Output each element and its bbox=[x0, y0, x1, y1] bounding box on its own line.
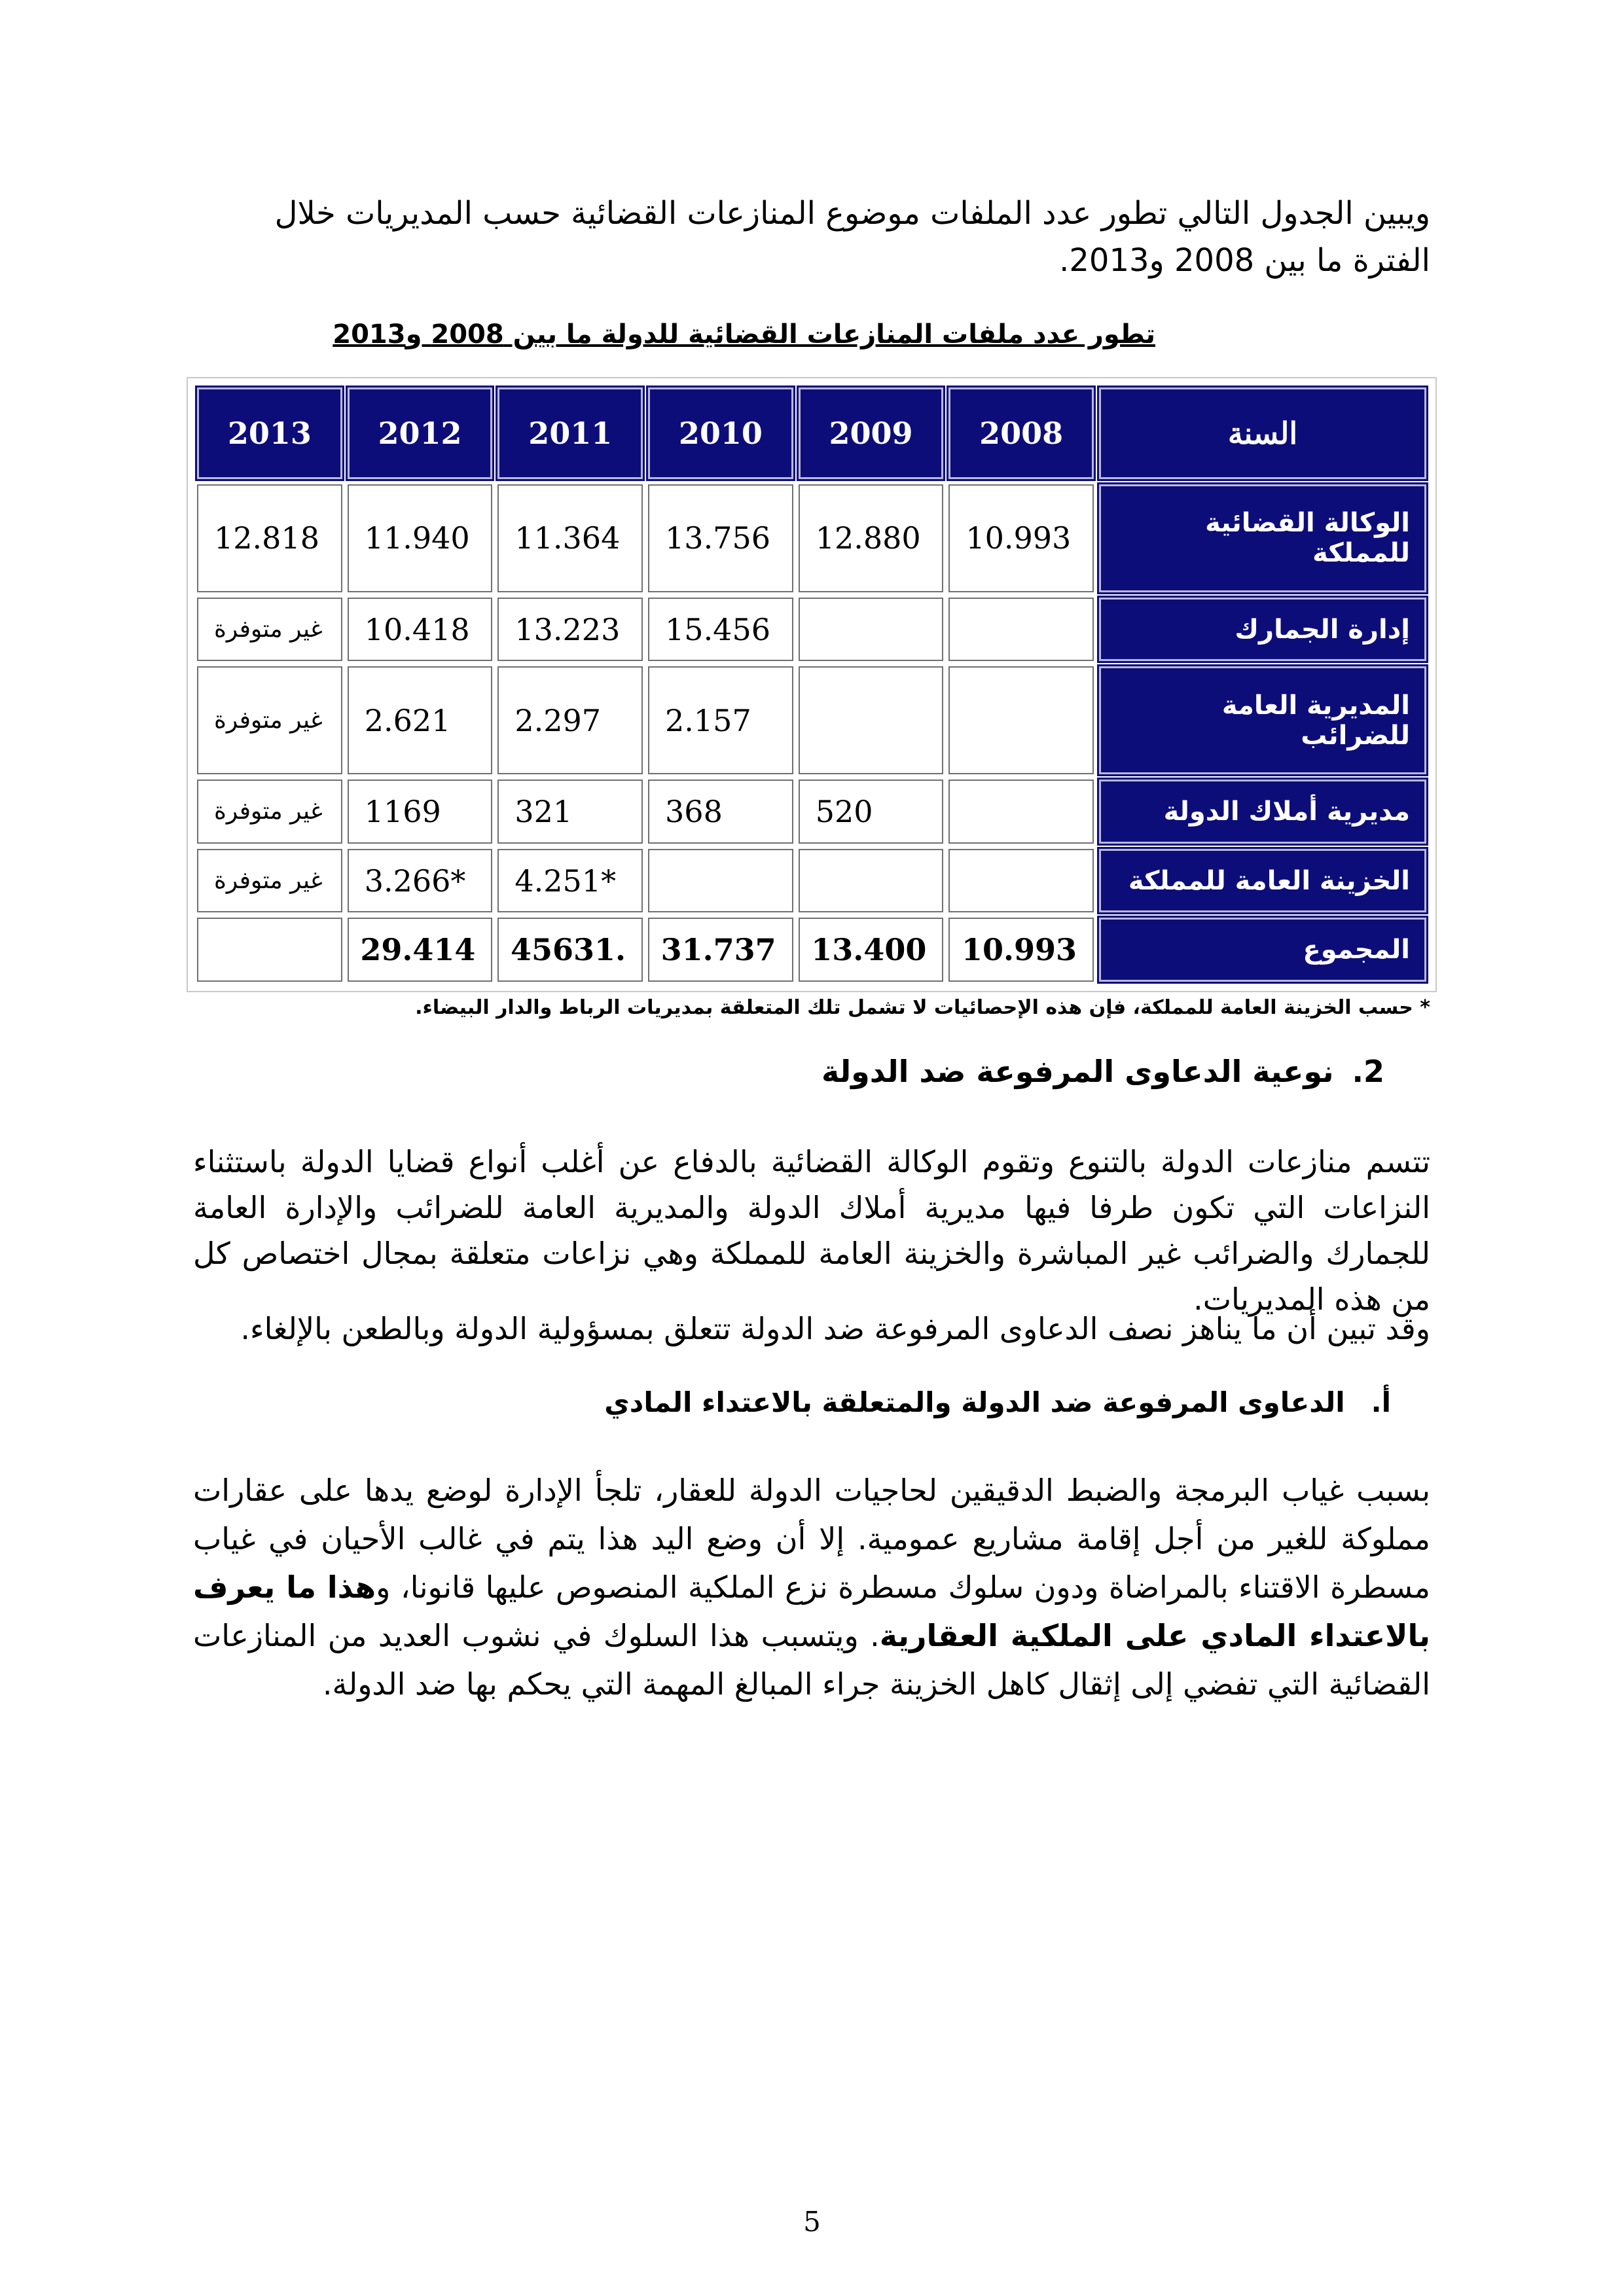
row-label-cell: مديرية أملاك الدولة bbox=[1099, 780, 1426, 844]
value-cell: 13.756 bbox=[648, 484, 793, 592]
value-cell: 15.456 bbox=[648, 598, 793, 662]
value-cell: 368 bbox=[648, 780, 793, 844]
value-cell: غير متوفرة bbox=[197, 780, 342, 844]
paragraph-2: وقد تبين أن ما يناهز نصف الدعاوى المرفوعة ضد الدولة تتعلق بمسؤولية الدولة وبالطعن بالإلغاء. bbox=[240, 1311, 1430, 1346]
value-cell bbox=[799, 666, 944, 774]
header-year-cell: 2009 bbox=[799, 387, 944, 479]
value-cell: 13.223 bbox=[497, 598, 643, 662]
value-cell: 29.414 bbox=[348, 918, 493, 982]
statistics-table-frame bbox=[187, 377, 1437, 992]
table-title: تطور عدد ملفات المنازعات القضائية للدولة ما بين 2008 و2013 bbox=[333, 319, 1155, 350]
subsection-heading bbox=[604, 1386, 1391, 1418]
value-cell: 12.880 bbox=[799, 484, 944, 592]
section-number: 2. bbox=[1352, 1054, 1384, 1089]
value-cell: غير متوفرة bbox=[197, 598, 342, 662]
intro-paragraph: ويبين الجدول التالي تطور عدد الملفات موضوع المنازعات القضائية حسب المديريات خلال الفترة ما بين 2008 و2013. bbox=[274, 195, 1430, 279]
value-cell: 10.418 bbox=[348, 598, 493, 662]
table-row bbox=[197, 484, 1426, 592]
value-cell: 12.818 bbox=[197, 484, 342, 592]
value-cell bbox=[197, 918, 342, 982]
table-total-row bbox=[197, 918, 1426, 982]
subsection-number: أ. bbox=[1371, 1386, 1391, 1418]
subsection-title: الدعاوى المرفوعة ضد الدولة والمتعلقة بالاعتداء المادي bbox=[604, 1386, 1345, 1418]
table-row bbox=[197, 849, 1426, 913]
value-cell: 2.157 bbox=[648, 666, 793, 774]
paragraph-3-bold: هذا ما يعرف بالاعتداء المادي على الملكية العقارية bbox=[193, 1570, 1431, 1653]
value-cell bbox=[948, 666, 1094, 774]
value-cell bbox=[948, 849, 1094, 913]
header-year-cell: 2010 bbox=[648, 387, 793, 479]
table-row bbox=[197, 666, 1426, 774]
row-label-cell: المجموع bbox=[1099, 918, 1426, 982]
value-cell bbox=[799, 598, 944, 662]
value-cell: 13.400 bbox=[799, 918, 944, 982]
value-cell: غير متوفرة bbox=[197, 849, 342, 913]
value-cell bbox=[799, 849, 944, 913]
header-year-cell: 2011 bbox=[497, 387, 643, 479]
value-cell: 2.621 bbox=[348, 666, 493, 774]
row-label-cell: الوكالة القضائية للمملكة bbox=[1099, 484, 1426, 592]
header-year-cell: 2013 bbox=[197, 387, 342, 479]
value-cell bbox=[948, 780, 1094, 844]
paragraph-3-part-1: بسبب غياب البرمجة والضبط الدقيقين لحاجيات الدولة للعقار، تلجأ الإدارة لوضع يدها على عقارات مملوكة للغير من أجل إقامة مشاريع عمومية. إلا أن وضع اليد هذا يتم في غالب الأحيان في غياب مسطرة الاقتناء بالمراضاة ودون سلوك مسطرة نزع الملكية المنصوص عليها قانونا، و bbox=[193, 1473, 1430, 1605]
value-cell bbox=[948, 598, 1094, 662]
row-label-cell: الخزينة العامة للمملكة bbox=[1099, 849, 1426, 913]
row-label-cell: المديرية العامة للضرائب bbox=[1099, 666, 1426, 774]
value-cell: 31.737 bbox=[648, 918, 793, 982]
paragraph-3-part-2: . ويتسبب هذا السلوك في نشوب العديد من المنازعات القضائية التي تفضي إلى إثقال كاهل الخزينة جراء المبالغ المهمة التي يحكم بها ضد الدولة. bbox=[193, 1618, 1430, 1702]
statistics-table bbox=[192, 382, 1432, 987]
table-row bbox=[197, 780, 1426, 844]
section-heading bbox=[821, 1054, 1384, 1089]
page-number: 5 bbox=[803, 2206, 821, 2238]
header-year-cell: 2008 bbox=[948, 387, 1094, 479]
value-cell: 321 bbox=[497, 780, 643, 844]
value-cell: 11.940 bbox=[348, 484, 493, 592]
table-header-row bbox=[197, 387, 1426, 479]
header-label-cell: السنة bbox=[1099, 387, 1426, 479]
value-cell: 520 bbox=[799, 780, 944, 844]
value-cell: 10.993 bbox=[948, 918, 1094, 982]
value-cell: 10.993 bbox=[948, 484, 1094, 592]
value-cell: 2.297 bbox=[497, 666, 643, 774]
section-title: نوعية الدعاوى المرفوعة ضد الدولة bbox=[821, 1054, 1334, 1089]
value-cell bbox=[648, 849, 793, 913]
value-cell: 11.364 bbox=[497, 484, 643, 592]
table-footnote: * حسب الخزينة العامة للمملكة، فإن هذه الإحصائيات لا تشمل تلك المتعلقة بمديريات الرباط والدار البيضاء. bbox=[415, 996, 1430, 1019]
value-cell: 1169 bbox=[348, 780, 493, 844]
value-cell: .45631 bbox=[497, 918, 643, 982]
table-row bbox=[197, 598, 1426, 662]
paragraph-3 bbox=[193, 1466, 1430, 1708]
value-cell: *4.251 bbox=[497, 849, 643, 913]
paragraph-1: تتسم منازعات الدولة بالتنوع وتقوم الوكالة القضائية بالدفاع عن أغلب أنواع قضايا الدولة باستثناء النزاعات التي تكون طرفا فيها مديرية أملاك الدولة والمديرية العامة للضرائب والإدارة العامة للجمارك والضرائب غير المباشرة والخزينة العامة للمملكة وهي نزاعات متعلقة بمجال اختصاص كل من هذه المديريات. bbox=[193, 1144, 1430, 1317]
value-cell: غير متوفرة bbox=[197, 666, 342, 774]
row-label-cell: إدارة الجمارك bbox=[1099, 598, 1426, 662]
value-cell: *3.266 bbox=[348, 849, 493, 913]
header-year-cell: 2012 bbox=[348, 387, 493, 479]
